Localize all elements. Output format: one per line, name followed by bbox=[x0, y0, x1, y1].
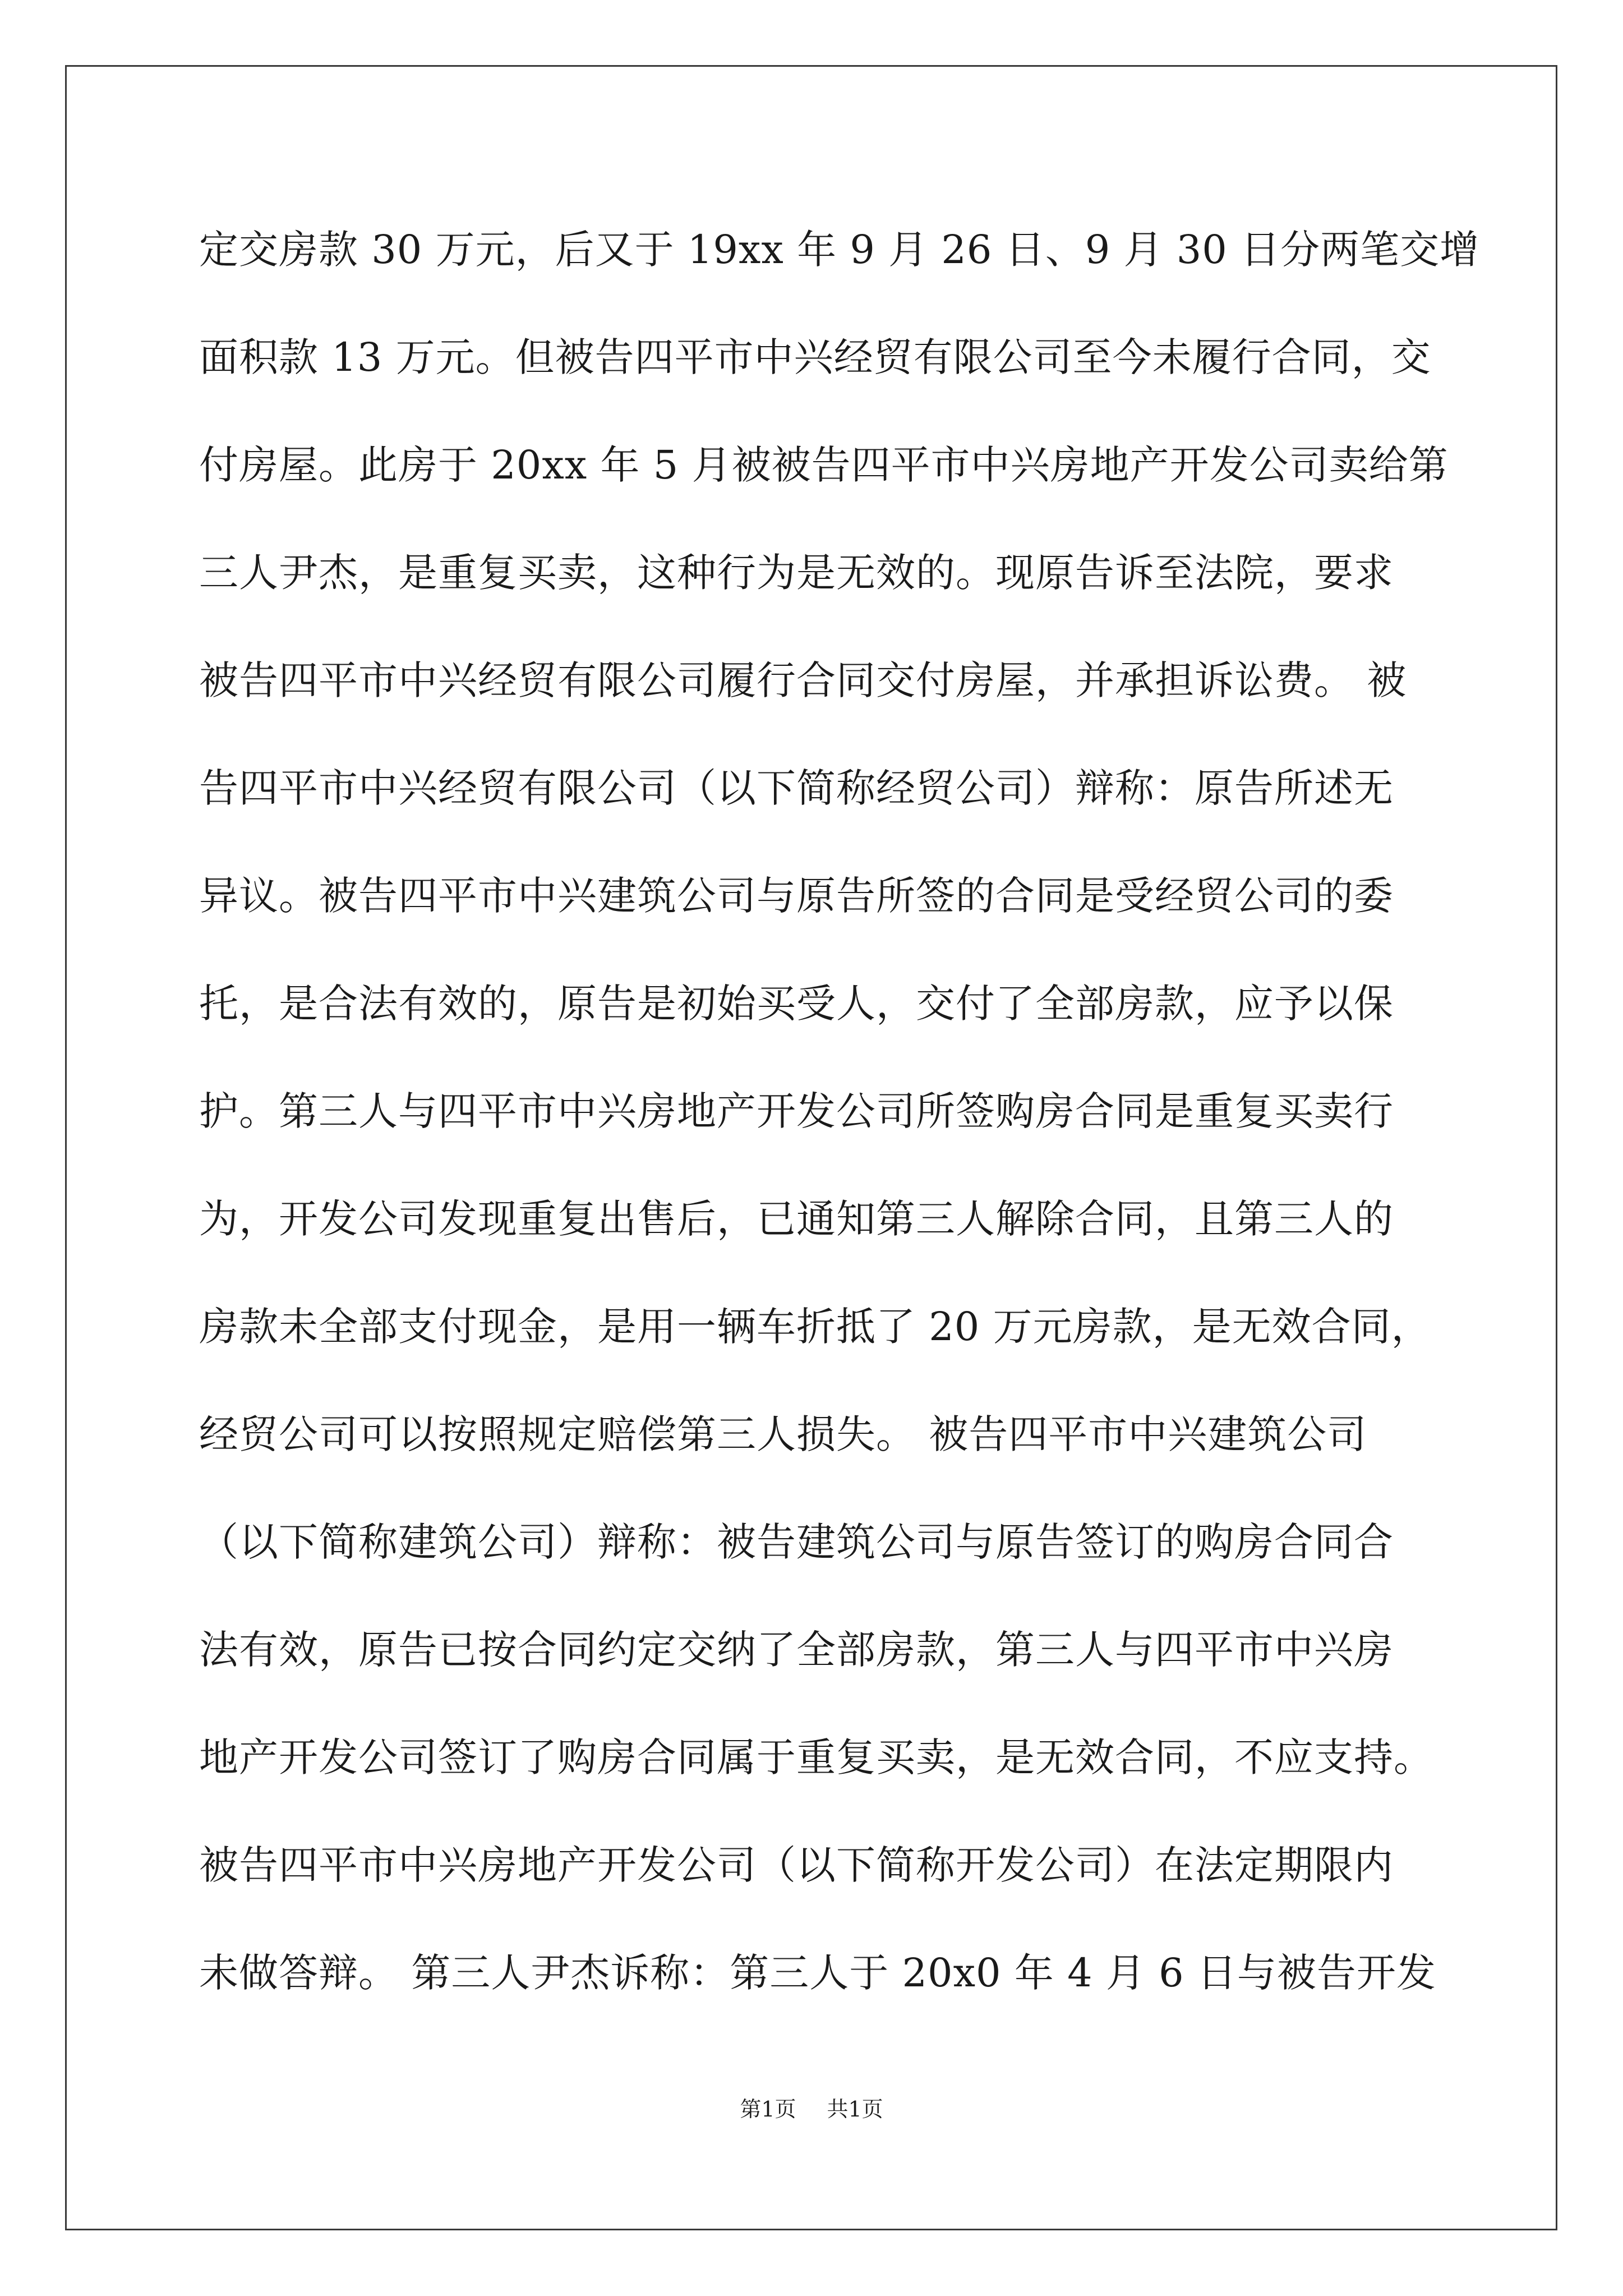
text-line: 三人尹杰，是重复买卖，这种行为是无效的。现原告诉至法院，要求 bbox=[199, 550, 1394, 596]
text-line: 告四平市中兴经贸有限公司（以下简称经贸公司）辩称：原告所述无 bbox=[199, 765, 1394, 811]
text-line: 房款未全部支付现金，是用一辆车折抵了 20 万元房款，是无效合同， bbox=[199, 1304, 1431, 1350]
text-line: 为，开发公司发现重复出售后，已通知第三人解除合同，且第三人的 bbox=[199, 1196, 1394, 1242]
page-count: 共1页 bbox=[827, 2097, 883, 2122]
text-line: 异议。被告四平市中兴建筑公司与原告所签的合同是受经贸公司的委 bbox=[199, 873, 1394, 919]
text-line: 面积款 13 万元。但被告四平市中兴经贸有限公司至今未履行合同，交 bbox=[199, 334, 1431, 380]
text-line: 法有效，原告已按合同约定交纳了全部房款，第三人与四平市中兴房 bbox=[199, 1627, 1394, 1673]
text-line: （以下简称建筑公司）辩称：被告建筑公司与原告签订的购房合同合 bbox=[199, 1519, 1394, 1565]
text-line: 被告四平市中兴经贸有限公司履行合同交付房屋，并承担诉讼费。 被 bbox=[199, 657, 1407, 703]
text-line: 被告四平市中兴房地产开发公司（以下简称开发公司）在法定期限内 bbox=[199, 1842, 1394, 1888]
text-line: 未做答辩。 第三人尹杰诉称：第三人于 20x0 年 4 月 6 日与被告开发 bbox=[199, 1950, 1436, 1996]
document-body bbox=[199, 216, 1480, 2047]
page-number: 第1页 bbox=[740, 2097, 796, 2122]
text-line: 经贸公司可以按照规定赔偿第三人损失。 被告四平市中兴建筑公司 bbox=[199, 1411, 1367, 1457]
text-line: 护。第三人与四平市中兴房地产开发公司所签购房合同是重复买卖行 bbox=[199, 1088, 1394, 1134]
text-line: 付房屋。此房于 20xx 年 5 月被被告四平市中兴房地产开发公司卖给第 bbox=[199, 442, 1449, 488]
page-footer bbox=[0, 2095, 1623, 2123]
text-line: 地产开发公司签订了购房合同属于重复买卖，是无效合同，不应支持。 bbox=[199, 1734, 1433, 1780]
text-line: 定交房款 30 万元，后又于 19xx 年 9 月 26 日、9 月 30 日分两笔交增 bbox=[199, 227, 1480, 273]
text-line: 托，是合法有效的，原告是初始买受人，交付了全部房款，应予以保 bbox=[199, 981, 1394, 1027]
